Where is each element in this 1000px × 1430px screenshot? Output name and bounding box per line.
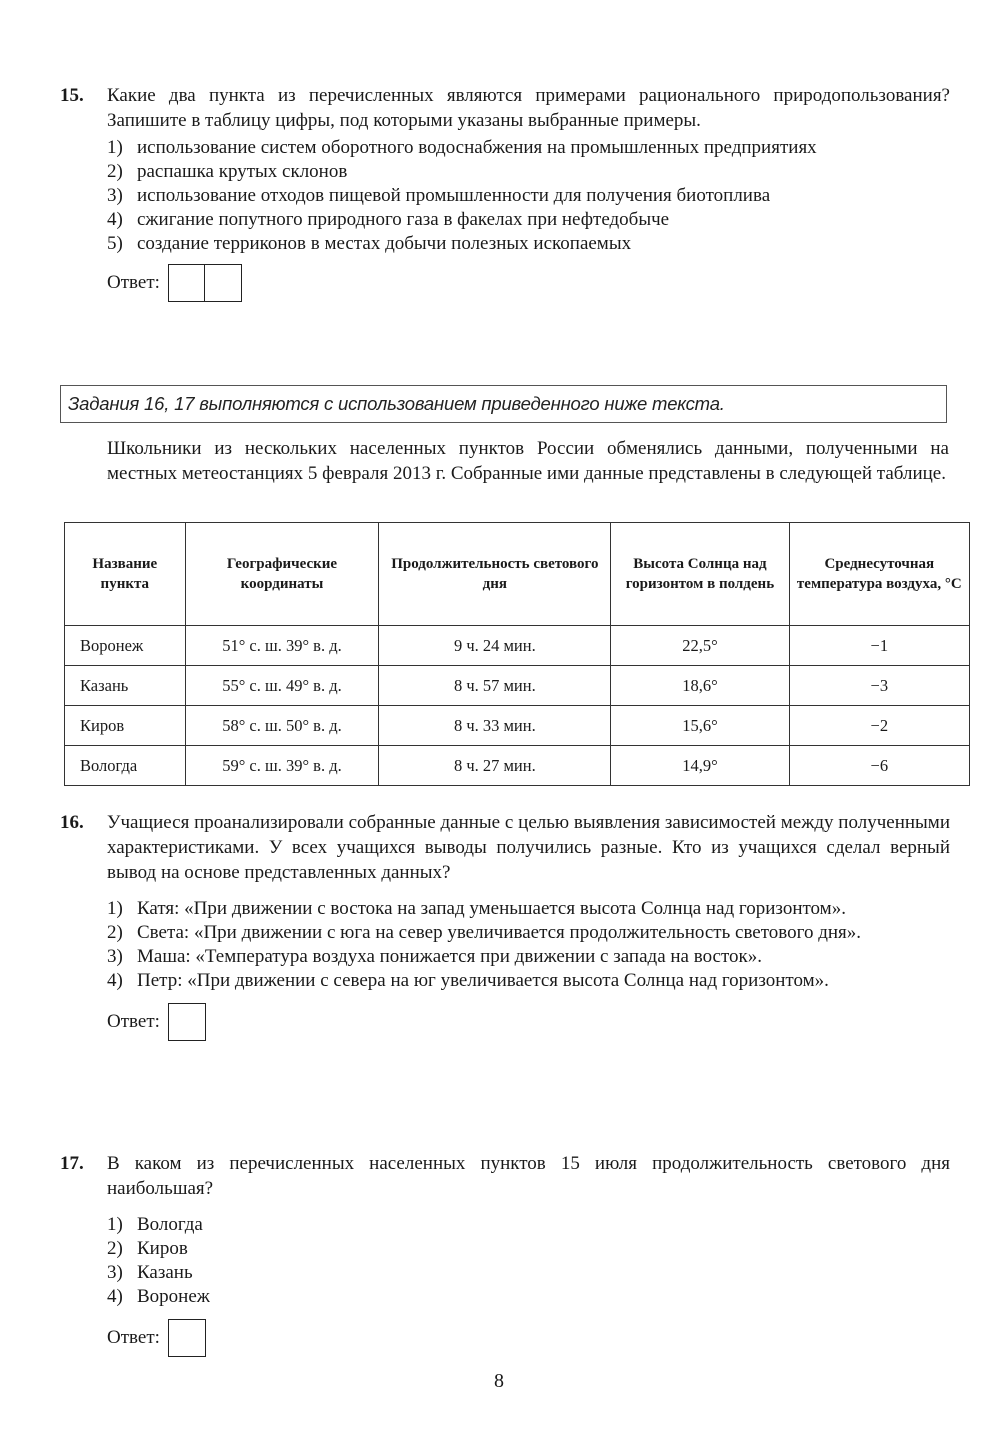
cell-temperature: −3 xyxy=(789,666,969,706)
option-4: 4) Воронеж xyxy=(107,1286,210,1307)
option-4: 4) сжигание попутного природного газа в факелах при нефтедобыче xyxy=(107,209,670,230)
cell-sun-height: 22,5° xyxy=(611,626,789,666)
answer-label: Ответ: xyxy=(107,1011,160,1032)
answer-row xyxy=(107,1003,950,1041)
options-list xyxy=(107,897,950,993)
cell-temperature: −2 xyxy=(789,706,969,746)
answer-cell-1[interactable] xyxy=(169,1320,205,1356)
cell-coords: 59° с. ш. 39° в. д. xyxy=(185,746,379,786)
option-3: 3) использование отходов пищевой промышленности для получения биотоплива xyxy=(107,185,771,206)
task-question: В каком из перечисленных населенных пунктов 15 июля продолжительность светового дня наибольшая? xyxy=(107,1153,950,1199)
task-15 xyxy=(60,83,950,302)
header-name: Название пункта xyxy=(65,523,186,626)
option-5: 5) создание терриконов в местах добычи полезных ископаемых xyxy=(107,233,632,254)
table-row xyxy=(65,626,970,666)
cell-name: Воронеж xyxy=(65,626,186,666)
option-4: 4) Петр: «При движении с севера на юг увеличивается высота Солнца над горизонтом». xyxy=(107,970,829,991)
option-1: 1) Вологда xyxy=(107,1214,203,1235)
answer-cell-1[interactable] xyxy=(169,265,205,301)
answer-label: Ответ: xyxy=(107,1327,160,1348)
header-daylight: Продолжительность светового дня xyxy=(379,523,611,626)
answer-label: Ответ: xyxy=(107,272,160,293)
intro-text: Школьники из нескольких населенных пунктов России обменялись данными, полученными на местных метеостанциях 5 февраля 2013 г. Собранные ими данные представлены в следующей таблице. xyxy=(107,438,949,484)
options-list xyxy=(107,1213,950,1309)
table-row xyxy=(65,666,970,706)
task-16 xyxy=(60,810,950,1041)
task-number: 15. xyxy=(60,85,84,106)
answer-box[interactable] xyxy=(168,1003,206,1041)
cell-daylight: 8 ч. 57 мин. xyxy=(379,666,611,706)
option-3: 3) Казань xyxy=(107,1262,193,1283)
task-number: 17. xyxy=(60,1153,84,1174)
option-2: 2) Киров xyxy=(107,1238,188,1259)
answer-row xyxy=(107,1319,950,1357)
cell-name: Киров xyxy=(65,706,186,746)
cell-name: Вологда xyxy=(65,746,186,786)
task-number: 16. xyxy=(60,812,84,833)
cell-daylight: 9 ч. 24 мин. xyxy=(379,626,611,666)
cell-sun-height: 14,9° xyxy=(611,746,789,786)
answer-row xyxy=(107,264,950,302)
option-3: 3) Маша: «Температура воздуха понижается при движении с запада на восток». xyxy=(107,946,763,967)
cell-sun-height: 15,6° xyxy=(611,706,789,746)
task-question: Какие два пункта из перечисленных являются примерами рационального природопользования? Запишите в таблицу цифры, под которыми указаны выбранные примеры. xyxy=(107,85,950,131)
table-row xyxy=(65,746,970,786)
answer-cell-1[interactable] xyxy=(169,1004,205,1040)
answer-box[interactable] xyxy=(168,1319,206,1357)
cell-coords: 58° с. ш. 50° в. д. xyxy=(185,706,379,746)
options-list xyxy=(107,136,950,256)
cell-temperature: −1 xyxy=(789,626,969,666)
cell-daylight: 8 ч. 27 мин. xyxy=(379,746,611,786)
page-number: 8 xyxy=(494,1370,504,1392)
cell-coords: 55° с. ш. 49° в. д. xyxy=(185,666,379,706)
header-coords: Географические координаты xyxy=(185,523,379,626)
answer-box[interactable] xyxy=(168,264,242,302)
cell-temperature: −6 xyxy=(789,746,969,786)
table-row xyxy=(65,706,970,746)
table-header-row xyxy=(65,523,970,626)
task-17 xyxy=(60,1151,950,1357)
weather-data-table xyxy=(64,522,970,786)
task-question: Учащиеся проанализировали собранные данные с целью выявления зависимостей между полученными характеристиками. У всех учащихся выводы получились разные. Кто из учащихся сделал верный вывод на основе представленных данных? xyxy=(107,812,950,883)
cell-sun-height: 18,6° xyxy=(611,666,789,706)
option-2: 2) распашка крутых склонов xyxy=(107,161,348,182)
header-sun-height: Высота Солнца над горизонтом в полдень xyxy=(611,523,789,626)
cell-name: Казань xyxy=(65,666,186,706)
cell-daylight: 8 ч. 33 мин. xyxy=(379,706,611,746)
answer-cell-2[interactable] xyxy=(205,265,241,301)
option-1: 1) Катя: «При движении с востока на запад уменьшается высота Солнца над горизонтом». xyxy=(107,898,846,919)
cell-coords: 51° с. ш. 39° в. д. xyxy=(185,626,379,666)
option-2: 2) Света: «При движении с юга на север увеличивается продолжительность светового дня». xyxy=(107,922,862,943)
header-temperature: Среднесуточная температура воздуха, °С xyxy=(789,523,969,626)
instruction-box: Задания 16, 17 выполняются с использованием приведенного ниже текста. xyxy=(60,385,947,423)
option-1: 1) использование систем оборотного водоснабжения на промышленных предприятиях xyxy=(107,137,817,158)
